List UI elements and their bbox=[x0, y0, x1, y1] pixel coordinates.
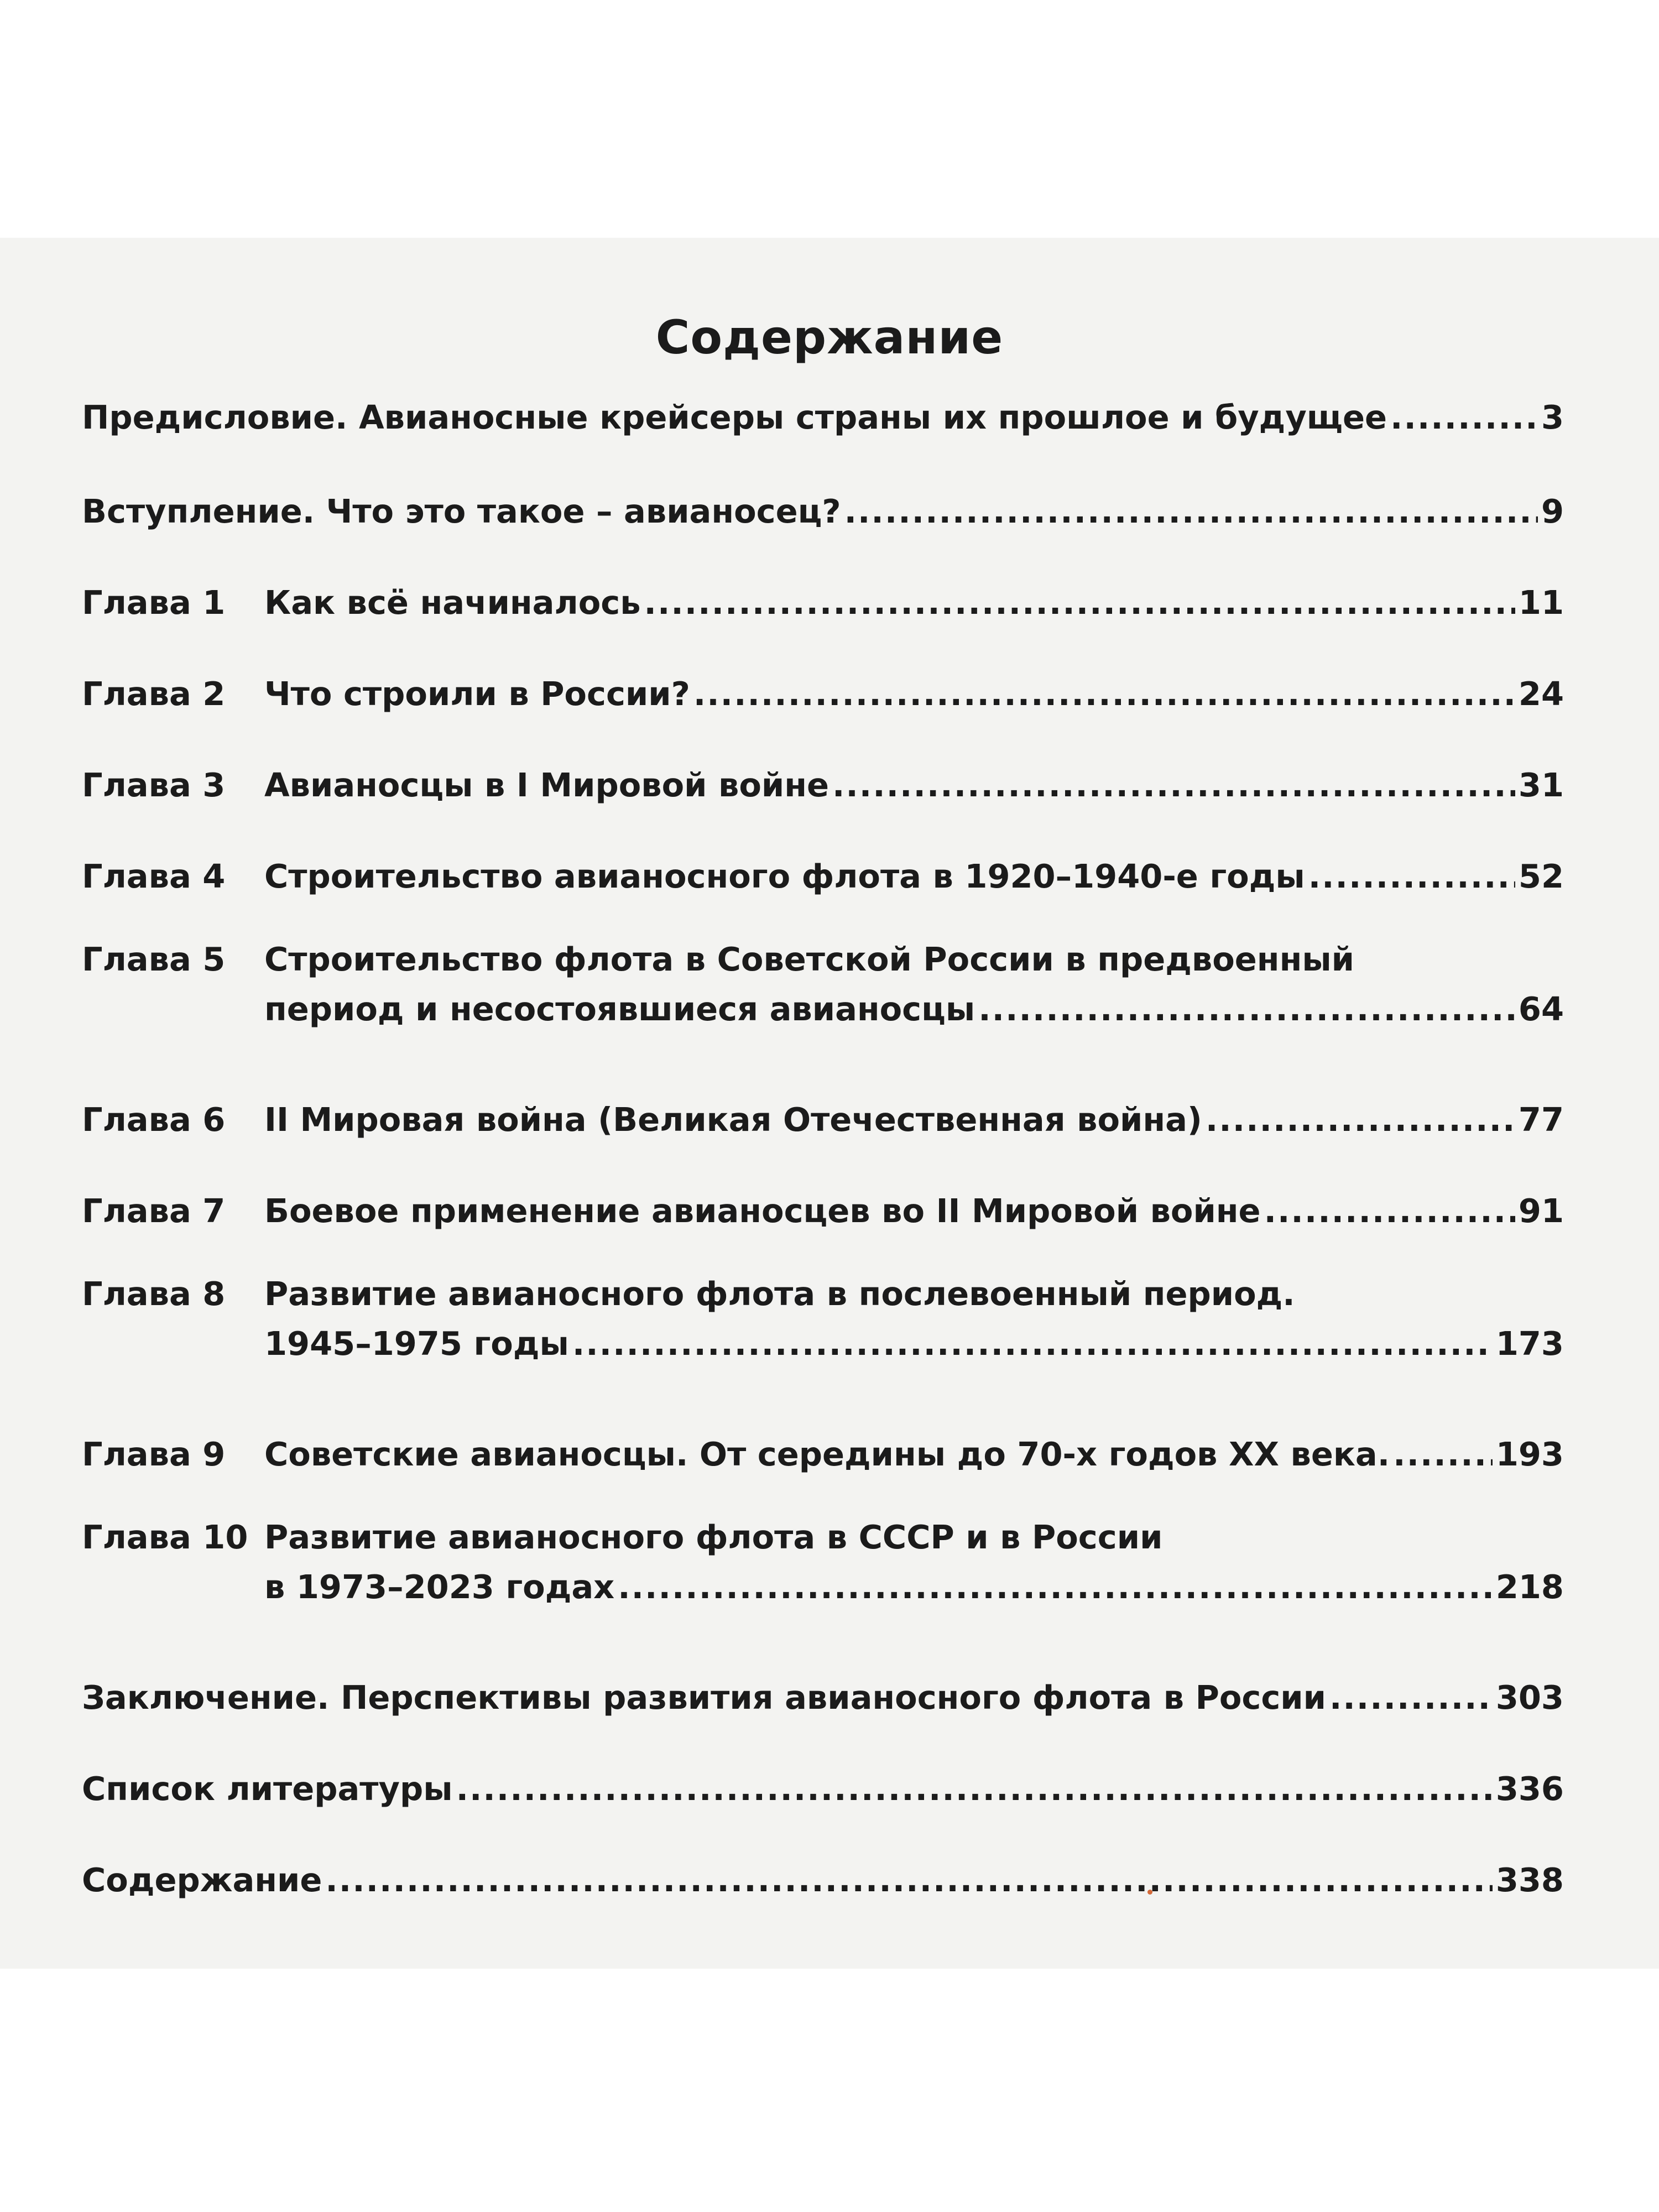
page-number: 218 bbox=[1495, 1568, 1564, 1606]
entry-text: Список литературы bbox=[82, 1770, 453, 1808]
entry-text: Строительство авианосного флота в 1920–1940-е годы bbox=[264, 857, 1305, 895]
chapter-label: Глава 5 bbox=[82, 940, 226, 978]
chapter-label: Глава 1 bbox=[82, 583, 226, 622]
toc-entry-preface[interactable] bbox=[82, 393, 1564, 442]
page-number: 64 bbox=[1518, 990, 1564, 1028]
page-number: 77 bbox=[1518, 1100, 1564, 1139]
dot-leader bbox=[1329, 1673, 1493, 1723]
chapter-label: Глава 3 bbox=[82, 766, 226, 804]
page-number: 3 bbox=[1541, 398, 1564, 436]
entry-text: Заключение. Перспективы развития авианосного флота в России bbox=[82, 1678, 1326, 1717]
toc-entry-chapter-3[interactable] bbox=[82, 760, 1564, 810]
toc-entry-chapter-8[interactable] bbox=[82, 1269, 1564, 1369]
entry-text-continued: в 1973–2023 годах bbox=[264, 1568, 615, 1606]
dot-leader bbox=[325, 1855, 1492, 1905]
entry-text: Вступление. Что это такое – авианосец? bbox=[82, 492, 841, 530]
chapter-label: Глава 2 bbox=[82, 675, 226, 713]
entry-text: Что строили в России? bbox=[264, 675, 690, 713]
page-number: 173 bbox=[1495, 1324, 1564, 1363]
entry-text: Как всё начиналось bbox=[264, 583, 641, 622]
page-number: 9 bbox=[1541, 492, 1564, 530]
dot-leader bbox=[978, 984, 1515, 1034]
toc-entry-introduction[interactable] bbox=[82, 487, 1564, 536]
entry-text-continued: 1945–1975 годы bbox=[264, 1324, 569, 1363]
entry-text: II Мировая война (Великая Отечественная война) bbox=[264, 1100, 1202, 1139]
dot-leader bbox=[572, 1319, 1493, 1369]
entry-text-continued: период и несостоявшиеся авианосцы bbox=[264, 990, 975, 1028]
chapter-label: Глава 7 bbox=[82, 1192, 226, 1230]
toc-entry-chapter-5[interactable] bbox=[82, 935, 1564, 1034]
page-number: 91 bbox=[1518, 1192, 1564, 1230]
page-number: 31 bbox=[1518, 766, 1564, 804]
entry-text: Авианосцы в I Мировой войне bbox=[264, 766, 829, 804]
page-number: 11 bbox=[1518, 583, 1564, 622]
entry-text: Развитие авианосного флота в СССР и в России bbox=[264, 1518, 1163, 1556]
chapter-label: Глава 6 bbox=[82, 1100, 226, 1139]
entry-text: Развитие авианосного флота в послевоенный период. bbox=[264, 1275, 1295, 1313]
page-number: 52 bbox=[1518, 857, 1564, 895]
dot-leader bbox=[1390, 393, 1538, 442]
page-title: Содержание bbox=[655, 310, 1004, 364]
toc-entry-chapter-9[interactable] bbox=[82, 1430, 1564, 1479]
dot-leader bbox=[1206, 1095, 1515, 1145]
entry-text: Строительство флота в Советской России в предвоенный bbox=[264, 940, 1355, 978]
toc-entry-chapter-7[interactable] bbox=[82, 1186, 1564, 1236]
dot-leader bbox=[1393, 1430, 1493, 1479]
toc-entry-chapter-1[interactable] bbox=[82, 578, 1564, 628]
toc-entry-bibliography[interactable] bbox=[82, 1764, 1564, 1814]
chapter-label: Глава 9 bbox=[82, 1435, 226, 1473]
dot-leader bbox=[456, 1764, 1493, 1814]
dot-leader bbox=[1308, 852, 1515, 901]
entry-text: Боевое применение авианосцев во II Мировой войне bbox=[264, 1192, 1261, 1230]
toc-entry-chapter-10[interactable] bbox=[82, 1512, 1564, 1612]
entry-text: Содержание bbox=[82, 1861, 322, 1899]
dot-leader bbox=[832, 760, 1515, 810]
toc-entry-conclusion[interactable] bbox=[82, 1673, 1564, 1723]
dot-leader bbox=[618, 1562, 1493, 1612]
chapter-label: Глава 10 bbox=[82, 1518, 248, 1556]
toc-entry-chapter-6[interactable] bbox=[82, 1095, 1564, 1145]
page-number: 338 bbox=[1495, 1861, 1564, 1899]
page-number: 24 bbox=[1518, 675, 1564, 713]
page-number: 303 bbox=[1495, 1678, 1564, 1717]
chapter-label: Глава 8 bbox=[82, 1275, 226, 1313]
toc-entry-chapter-4[interactable] bbox=[82, 852, 1564, 901]
toc-entry-chapter-2[interactable] bbox=[82, 669, 1564, 719]
toc-entry-contents[interactable] bbox=[82, 1855, 1564, 1905]
entry-text: Советские авианосцы. От середины до 70-х годов XX века. bbox=[264, 1435, 1390, 1473]
dot-leader bbox=[693, 669, 1515, 719]
dot-leader bbox=[644, 578, 1515, 628]
page-number: 193 bbox=[1495, 1435, 1564, 1473]
dot-leader bbox=[844, 487, 1538, 536]
dot-leader bbox=[1264, 1186, 1515, 1236]
page-number: 336 bbox=[1495, 1770, 1564, 1808]
chapter-label: Глава 4 bbox=[82, 857, 226, 895]
entry-text: Предисловие. Авианосные крейсеры страны их прошлое и будущее bbox=[82, 398, 1387, 436]
